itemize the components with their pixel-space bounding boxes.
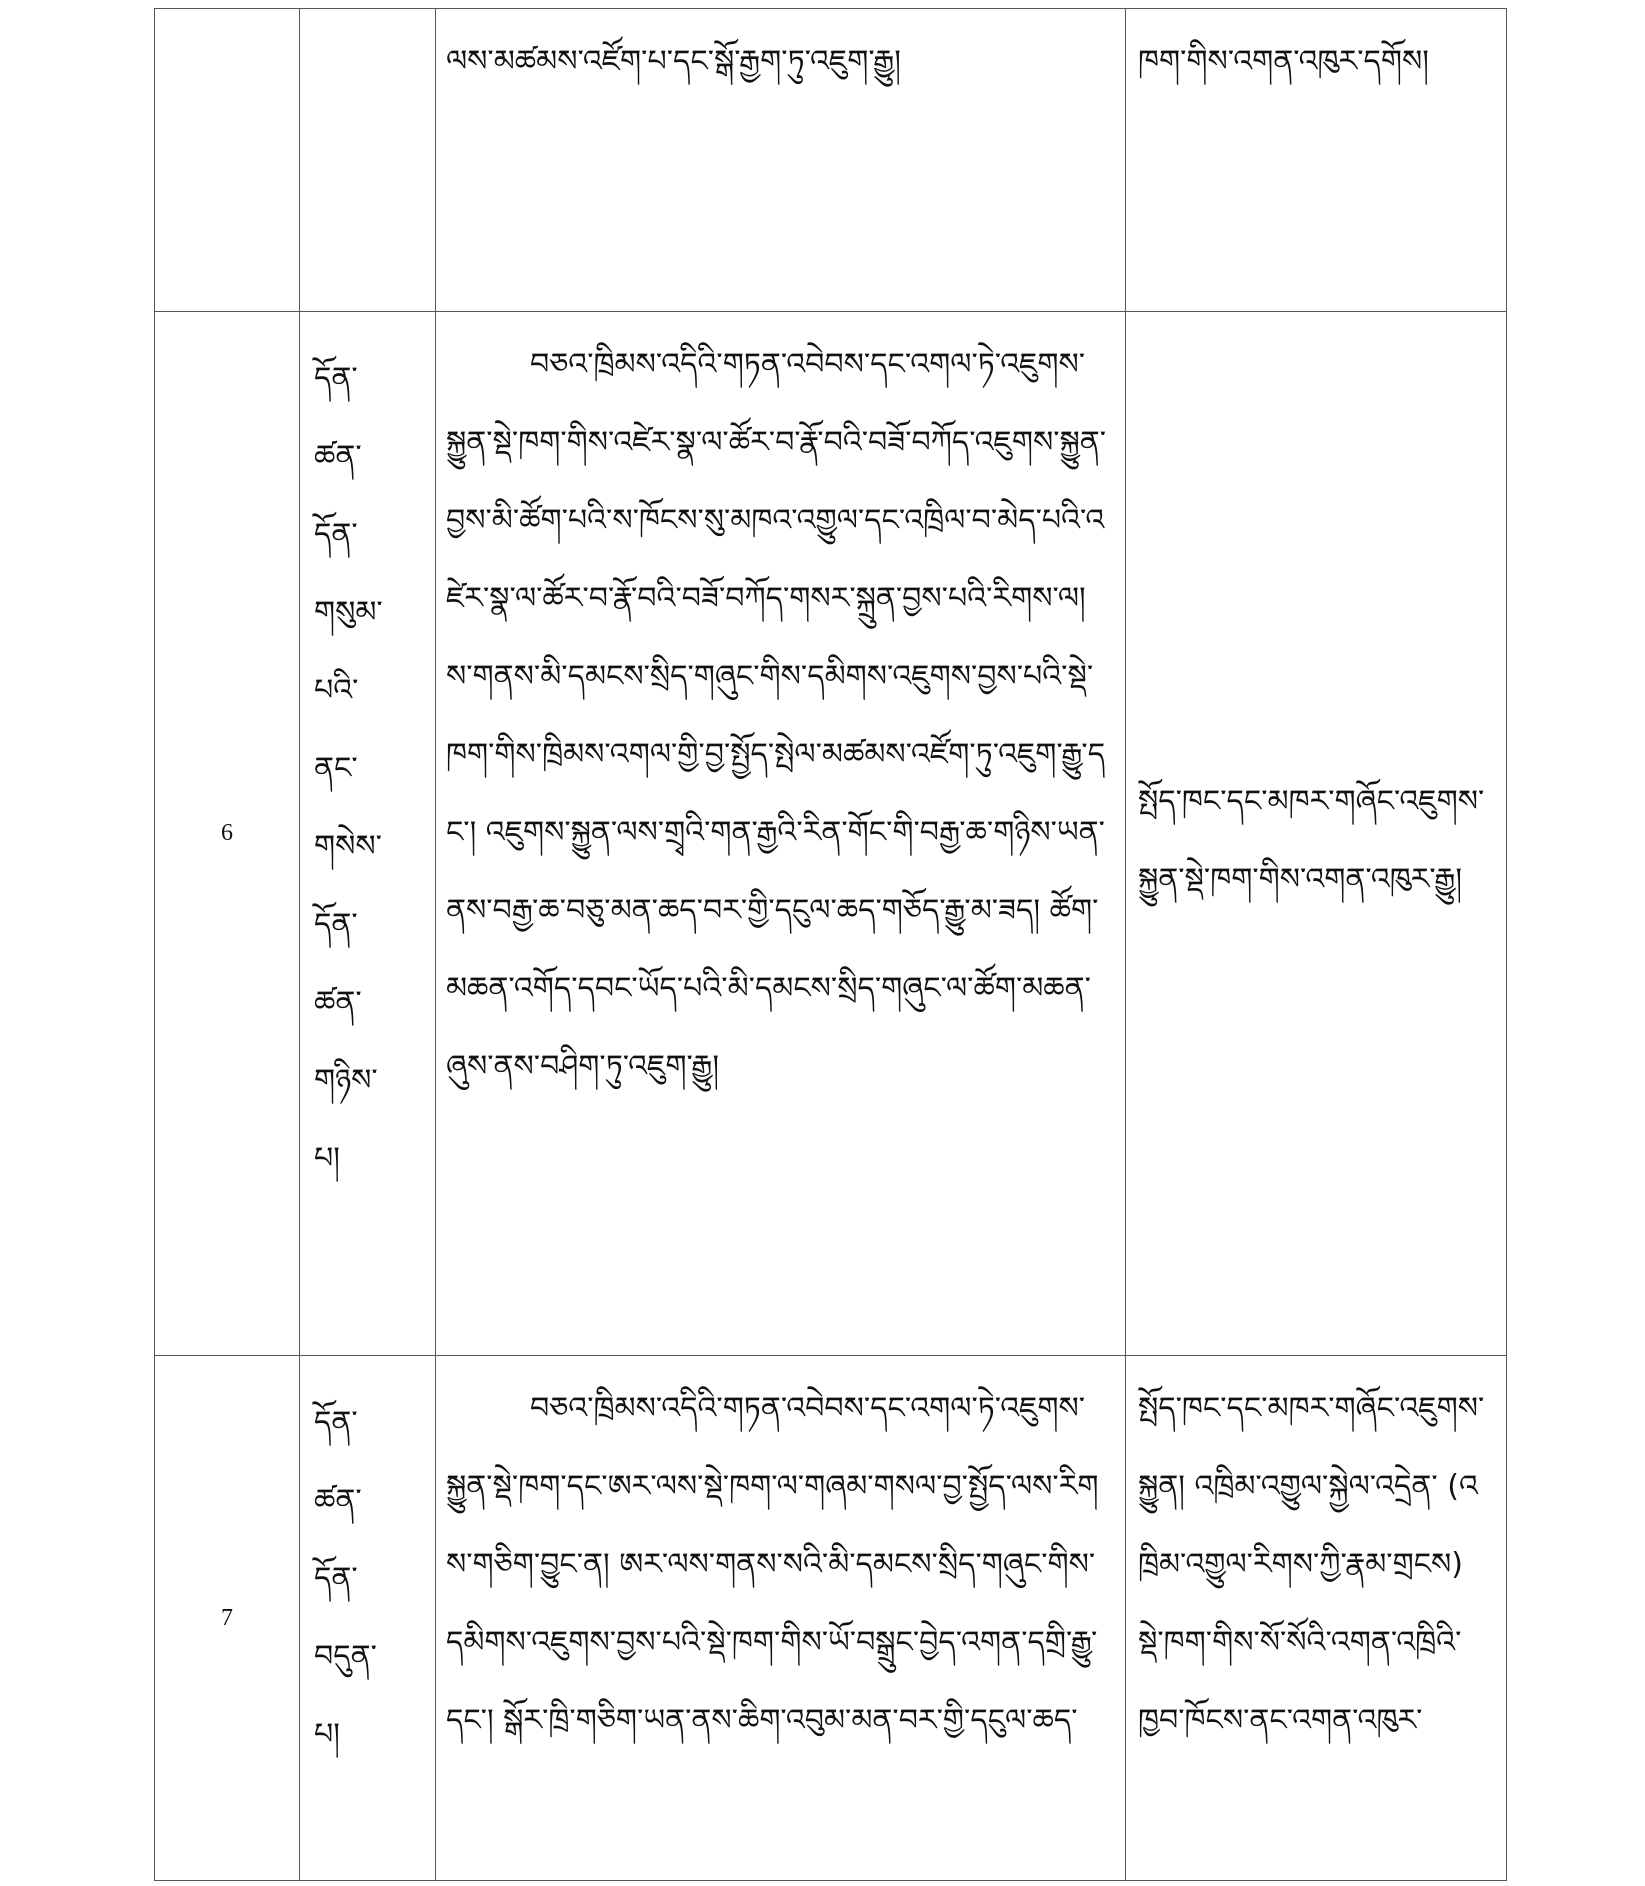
topic-word: ཚན་	[314, 439, 362, 474]
content-text: བཅའ་ཁྲིམས་འདིའི་གཏན་འབེབས་དང་འགལ་ཏེ་འཇུགས་སྐྱུན་སྡེ་ཁག་དང་ཨར་ལས་སྡེ་ཁག་ལ་གཞམ་གསལ་བྱ་སྤྱོད་ལས་རིགས་གཅིག་བྱུང་ན། ཨར་ལས་གནས་སའི་མི་དམངས་སྲིད་གཞུང་གིས་དམིགས་འཇུགས་བྱས་པའི་སྡེ་ཁག་གིས་ཡོ་བསྒྲུང་བྱེད་འགན་དགྲི་རྒྱུ་དང་། སྒོར་ཁྲི་གཅིག་ཡན་ནས་ཆིག་འབུམ་མན་བར་གྱི་དངུལ་ཆད་	[446, 1391, 1099, 1738]
row-number	[155, 9, 300, 312]
topic-word: པ།	[314, 1141, 340, 1176]
topic-cell	[300, 1356, 436, 1881]
topic-word: དོན་	[314, 517, 358, 552]
note-cell	[1126, 1356, 1507, 1881]
topic-word: ནང་	[314, 751, 358, 786]
note-text: སྤོད་ཁང་དང་མཁར་གཞོང་འཇུགས་སྐྱུན། འཁྲིམ་འགྱུལ་སྐྱེལ་འདྲེན་ (འཁྲིམ་འགྱུལ་རིགས་ཀྱི་རྣམ་གྲངས) སྡེ་ཁག་གིས་སོ་སོའི་འགན་འཁྲིའི་ཁྱབ་ཁོངས་ནང་འགན་འཁུར་	[1138, 1391, 1485, 1738]
regulation-table	[154, 8, 1507, 1881]
topic-word: དོན་	[314, 361, 358, 396]
table-row	[155, 1356, 1507, 1881]
topic-cell	[300, 9, 436, 312]
table-row	[155, 9, 1507, 312]
topic-word: གཉིས་	[314, 1063, 378, 1098]
content-text: ལས་མཚམས་འཛོག་པ་དང་སྒོ་རྒྱག་ཏུ་འཇུག་རྒྱུ།	[446, 44, 901, 79]
topic-word: བདུན་	[314, 1639, 377, 1674]
content-cell	[436, 312, 1126, 1356]
topic-word: དོན་	[314, 1561, 358, 1596]
topic-word: ཚན་	[314, 985, 362, 1020]
note-text: སྤོད་ཁང་དང་མཁར་གཞོང་འཇུགས་སྐྱུན་སྡེ་ཁག་གིས་འགན་འཁུར་རྒྱུ།	[1138, 783, 1485, 897]
row-number: 7	[155, 1356, 300, 1881]
content-cell	[436, 9, 1126, 312]
note-cell	[1126, 312, 1507, 1356]
topic-word: དོན་	[314, 1405, 358, 1440]
table-row	[155, 312, 1507, 1356]
topic-word: གསུམ་	[314, 595, 383, 630]
topic-cell	[300, 312, 436, 1356]
topic-word: པའི་	[314, 673, 359, 708]
content-cell	[436, 1356, 1126, 1881]
note-cell	[1126, 9, 1507, 312]
topic-word: དོན་	[314, 907, 358, 942]
content-text: བཅའ་ཁྲིམས་འདིའི་གཏན་འབེབས་དང་འགལ་ཏེ་འཇུགས་སྐྱུན་སྡེ་ཁག་གིས་འཛེར་སྣ་ལ་ཚོར་བ་རྣོ་བའི་བཟོ་བཀོད་འཇུགས་སྐྱུན་བྱས་མི་ཚོག་པའི་ས་ཁོངས་སུ་མཁའ་འགྱུལ་དང་འཁྲིལ་བ་མེད་པའི་འཛེར་སྣ་ལ་ཚོར་བ་རྣོ་བའི་བཟོ་བཀོད་གསར་སྐྲུན་བྱས་པའི་རིགས་ལ། ས་གནས་མི་དམངས་སྲིད་གཞུང་གིས་དམིགས་འཇུགས་བྱས་པའི་སྡེ་ཁག་གིས་ཁྲིམས་འགལ་གྱི་བྱ་སྤྱོད་སྤེལ་མཚམས་འཛོག་ཏུ་འཇུག་རྒྱུ་དང་། འཇུགས་སྐྱུན་ལས་གྲྭའི་གན་རྒྱའི་རིན་གོང་གི་བརྒྱ་ཆ་གཉིས་ཡན་ནས་བརྒྱ་ཆ་བཅུ་མན་ཆད་བར་གྱི་དངུལ་ཆད་གཅོད་རྒྱུ་མ་ཟད། ཚོག་མཆན་འགོད་དབང་ཡོད་པའི་མི་དམངས་སྲིད་གཞུང་ལ་ཚོག་མཆན་ཞུས་ནས་བཤིག་ཏུ་འཇུག་རྒྱུ།	[446, 347, 1107, 1084]
row-number: 6	[155, 312, 300, 1356]
topic-word: གསེས་	[314, 829, 382, 864]
topic-word: ཚན་	[314, 1483, 362, 1518]
topic-word: པ།	[314, 1717, 340, 1752]
note-text: ཁག་གིས་འགན་འཁུར་དགོས།	[1138, 44, 1429, 79]
